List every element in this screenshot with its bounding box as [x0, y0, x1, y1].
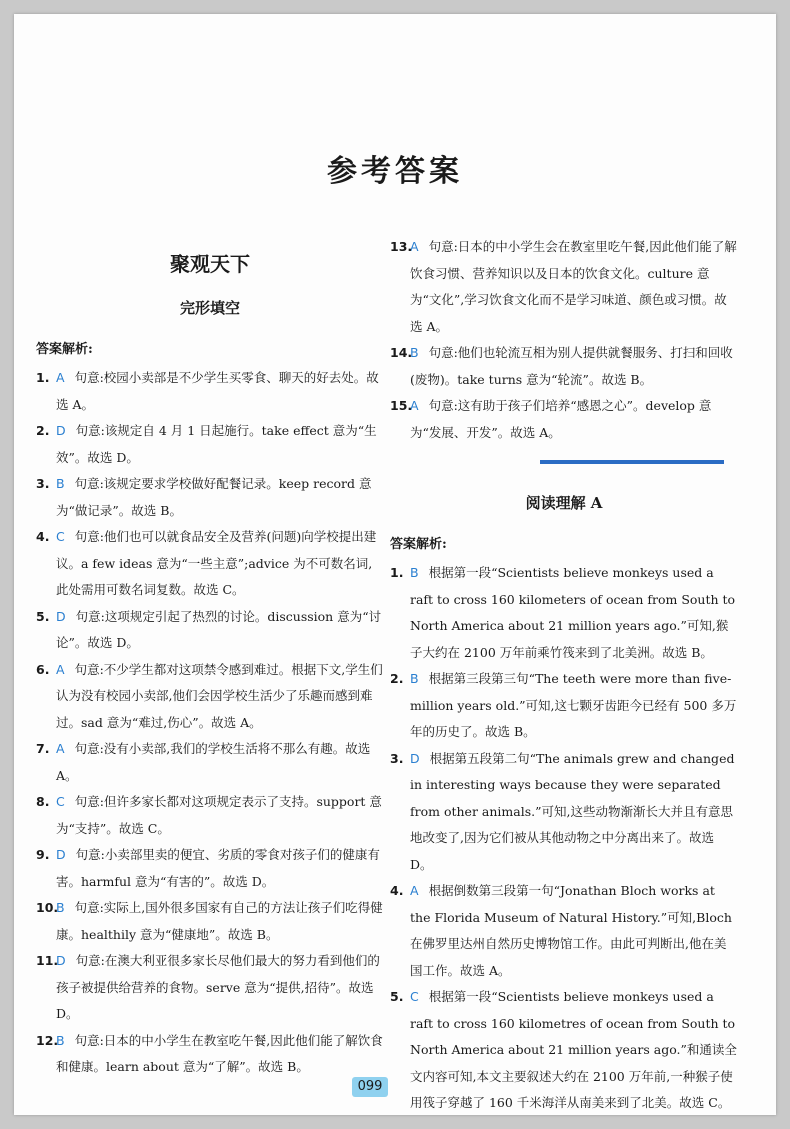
- answer-item: [36, 657, 384, 737]
- item-number: 14.: [390, 345, 413, 360]
- item-number: 1.: [36, 370, 50, 385]
- item-number: 10.: [36, 900, 59, 915]
- answer-letter: D: [56, 847, 66, 862]
- item-number: 5.: [36, 608, 50, 624]
- explanation-text: 句意:他们也轮流互相为别人提供就餐服务、打扫和回收(废物)。take turns 意为“轮流”。故选 B。: [410, 345, 733, 387]
- explanation-text: 句意:他们也可以就食品安全及营养(问题)向学校提出建议。a few ideas 意为“一些主意”;advice 为不可数名词,此处需用可数名词复数。故选 C。: [56, 529, 377, 597]
- answer-item: [36, 842, 384, 895]
- item-number: 9.: [36, 847, 50, 862]
- explanation-text: 句意:该规定要求学校做好配餐记录。keep record 意为“做记录”。故选 B。: [56, 476, 372, 518]
- page-title: 参考答案: [327, 154, 463, 189]
- answer-item: [36, 948, 384, 1028]
- reading-answer-list: [390, 560, 738, 1117]
- item-number: 5.: [390, 989, 404, 1004]
- answer-item: [36, 895, 384, 948]
- answer-letter: C: [56, 529, 65, 544]
- explanation-text: 句意:不少学生都对这项禁令感到难过。根据下文,学生们认为没有校园小卖部,他们会因学校生活少了乐趣而感到难过。sad 意为“难过,伤心”。故选 A。: [56, 661, 383, 730]
- item-number: 2.: [36, 423, 50, 438]
- answer-item: [390, 666, 738, 746]
- analysis-label: 答案解析:: [36, 342, 93, 357]
- answer-letter: A: [56, 661, 65, 677]
- answer-item: [390, 984, 738, 1117]
- answer-letter: D: [56, 608, 66, 624]
- answer-letter: A: [56, 741, 65, 756]
- explanation-text: 句意:小卖部里卖的便宜、劣质的零食对孩子们的健康有害。harmful 意为“有害的”。故选 D。: [56, 847, 380, 889]
- answer-item: [36, 604, 384, 657]
- item-number: 1.: [390, 565, 404, 580]
- answer-letter: D: [56, 423, 66, 438]
- answer-item: [36, 418, 384, 471]
- analysis-label: 答案解析:: [390, 537, 447, 552]
- answer-item: [36, 736, 384, 789]
- explanation-text: 根据第五段第二句“The animals grew and changed in interesting ways because they were separated from other animals.”可知,这些动物渐渐长大并且有意思地改变了,因为它们被从其他动物之中分离出来了。故选 D。: [410, 750, 735, 872]
- cloze-answer-list: [36, 365, 384, 1081]
- item-number: 2.: [390, 671, 404, 686]
- answer-item: [36, 1028, 384, 1081]
- explanation-text: 根据第三段第三句“The teeth were more than five-million years old.”可知,这七颗牙齿距今已经有 500 多万年的历史了。故选 B。: [410, 671, 737, 739]
- answer-item: [390, 560, 738, 666]
- answer-letter: A: [410, 398, 419, 413]
- answer-item: [36, 365, 384, 418]
- item-number: 7.: [36, 741, 50, 756]
- answer-item: [390, 878, 738, 984]
- section-divider: [540, 460, 724, 464]
- section-subtitle-cloze: 完形填空: [179, 299, 240, 317]
- explanation-text: 句意:但许多家长都对这项规定表示了支持。support 意为“支持”。故选 C。: [56, 794, 382, 836]
- explanation-text: 句意:这项规定引起了热烈的讨论。discussion 意为“讨论”。故选 D。: [56, 608, 382, 650]
- answer-item: [390, 746, 738, 879]
- explanation-text: 句意:这有助于孩子们培养“感恩之心”。develop 意为“发展、开发”。故选 A。: [410, 398, 712, 440]
- answer-letter: B: [56, 900, 65, 915]
- answer-item: [390, 393, 738, 446]
- document-page: [14, 14, 776, 1115]
- answer-letter: B: [56, 1032, 65, 1048]
- explanation-text: 句意:该规定自 4 月 1 日起施行。take effect 意为“生效”。故选 D。: [56, 423, 377, 465]
- answer-letter: C: [410, 989, 419, 1004]
- explanation-text: 根据第一段“Scientists believe monkeys used a raft to cross 160 kilometres of ocean from South to North America about 21 million years ago.”和通读全文内容可知,本文主要叙述大约在 2100 万年前,一种猴子使用筏子穿越了 160 千米海洋从南美来到了北美。故选 C。: [410, 989, 737, 1110]
- left-column: [36, 234, 384, 1081]
- item-number: 4.: [390, 883, 404, 898]
- answer-letter: B: [56, 476, 65, 491]
- explanation-text: 句意:校园小卖部是不少学生买零食、聊天的好去处。故选 A。: [56, 370, 379, 412]
- item-number: 11.: [36, 953, 59, 968]
- explanation-text: 句意:日本的中小学生在教室吃午餐,因此他们能了解饮食和健康。learn about 意为“了解”。故选 B。: [56, 1032, 383, 1074]
- answer-item: [36, 789, 384, 842]
- answer-letter: B: [410, 565, 419, 580]
- explanation-text: 根据第一段“Scientists believe monkeys used a raft to cross 160 kilometers of ocean from South to North America about 21 million years ago.”可知,猴子大约在 2100 万年前乘竹筏来到了北美洲。故选 B。: [410, 565, 736, 660]
- item-number: 8.: [36, 794, 50, 809]
- item-number: 4.: [36, 529, 50, 544]
- answer-letter: C: [56, 794, 65, 809]
- answer-item: [390, 340, 738, 393]
- answer-letter: A: [56, 370, 65, 385]
- page-number: 099: [352, 1077, 388, 1097]
- explanation-text: 根据倒数第三段第一句“Jonathan Bloch works at the Florida Museum of Natural History.”可知,Bloch 在佛罗里达州自然历史博物馆工作。由此可判断出,他在美国工作。故选 A。: [410, 883, 732, 978]
- explanation-text: 句意:没有小卖部,我们的学校生活将不那么有趣。故选 A。: [56, 741, 371, 783]
- answer-letter: D: [56, 953, 66, 968]
- answer-item: [390, 234, 738, 340]
- cloze-answer-list-continued: [390, 234, 738, 446]
- answer-letter: A: [410, 239, 419, 254]
- answer-letter: B: [410, 671, 419, 686]
- answer-item: [36, 524, 384, 604]
- item-number: 3.: [36, 476, 50, 491]
- item-number: 6.: [36, 661, 50, 677]
- explanation-text: 句意:日本的中小学生会在教室里吃午餐,因此他们能了解饮食习惯、营养知识以及日本的饮食文化。culture 意为“文化”,学习饮食文化而不是学习味道、颜色或习惯。故选 A。: [410, 239, 737, 334]
- section-title: 聚观天下: [170, 252, 250, 276]
- answer-item: [36, 471, 384, 524]
- explanation-text: 句意:实际上,国外很多国家有自己的方法让孩子们吃得健康。healthily 意为“健康地”。故选 B。: [56, 900, 383, 942]
- section-subtitle-reading: 阅读理解 A: [525, 494, 603, 512]
- right-column: [390, 234, 738, 1117]
- answer-letter: D: [410, 750, 420, 766]
- item-number: 13.: [390, 239, 413, 254]
- item-number: 15.: [390, 398, 413, 413]
- answer-letter: A: [410, 883, 419, 898]
- item-number: 12.: [36, 1032, 59, 1048]
- explanation-text: 句意:在澳大利亚很多家长尽他们最大的努力看到他们的孩子被提供给营养的食物。serve 意为“提供,招待”。故选 D。: [56, 953, 380, 1021]
- item-number: 3.: [390, 750, 404, 766]
- answer-letter: B: [410, 345, 419, 360]
